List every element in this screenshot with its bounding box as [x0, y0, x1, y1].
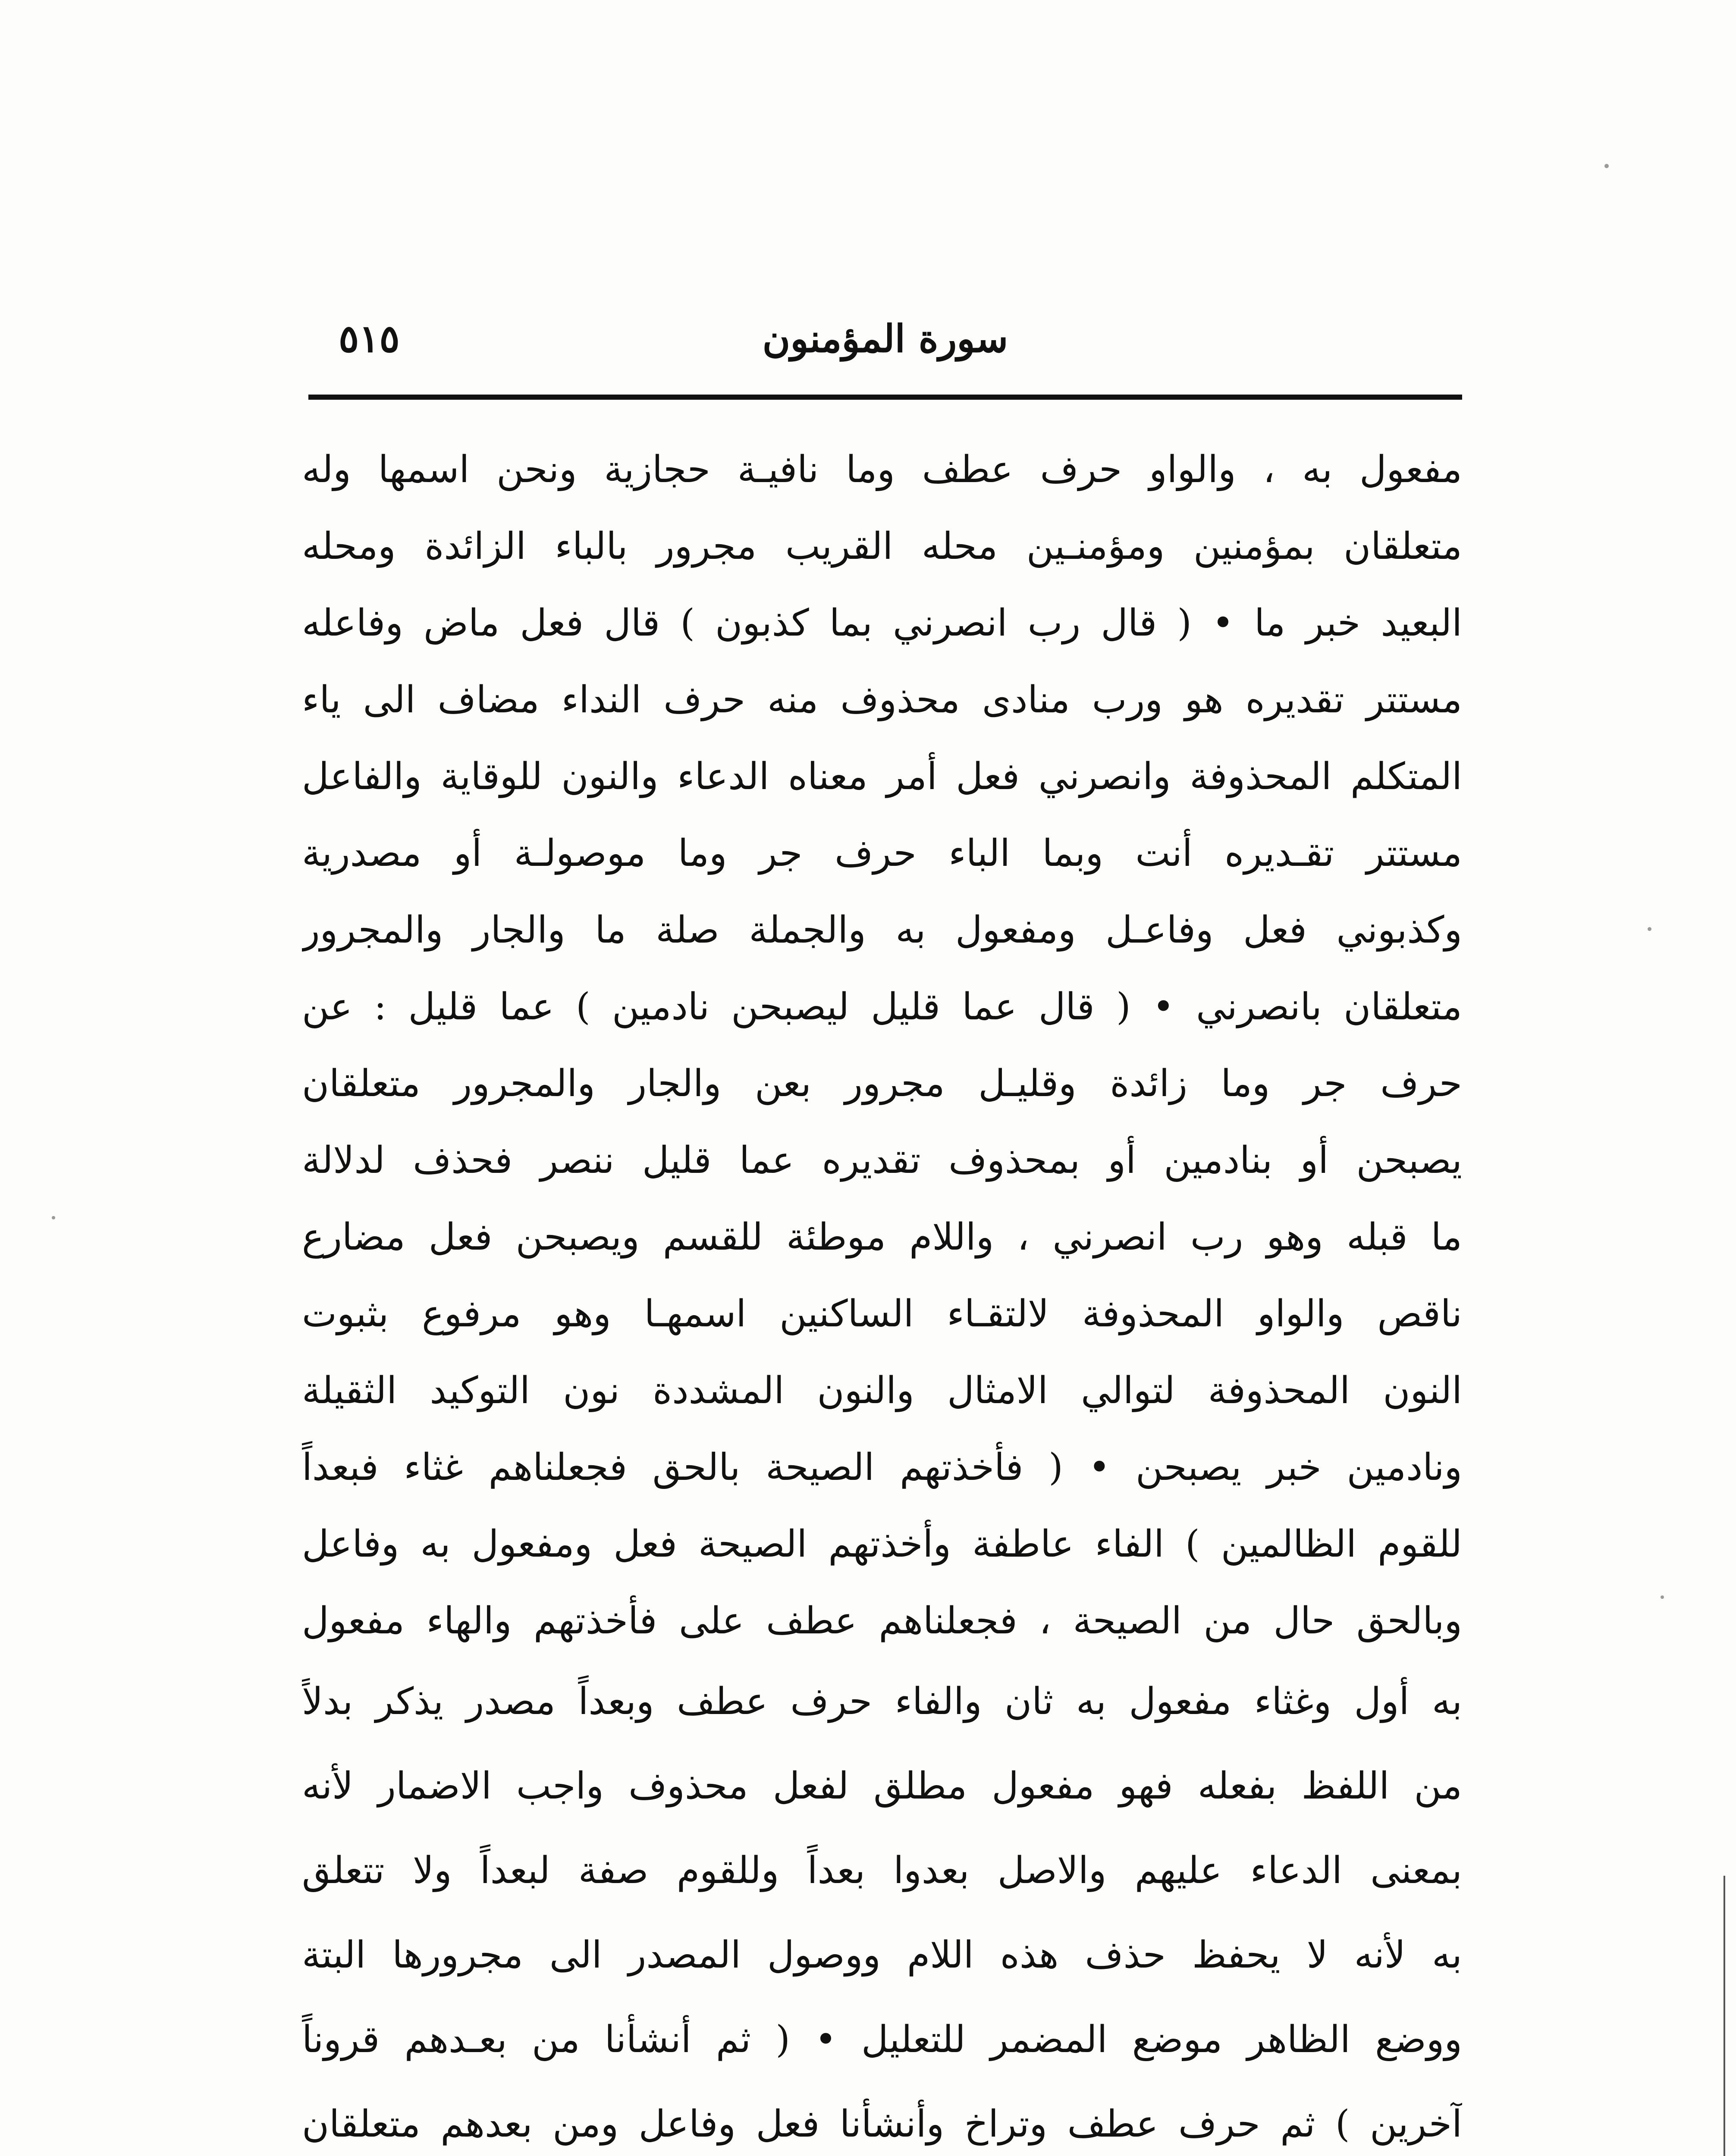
text-line: للقوم الظالمين ) الفاء عاطفة وأخذتهم الصيحة فعل ومفعول به وفاعل	[302, 1523, 1462, 1566]
text-line: ونادمين خبر يصبحن • ( فأخذتهم الصيحة بالحق فجعلناهم غثاء فبعداً	[302, 1446, 1462, 1489]
text-line: من اللفظ بفعله فهو مفعول مطلق لفعل محذوف واجب الاضمار لأنه	[302, 1764, 1462, 1808]
text-line: المتكلم المحذوفة وانصرني فعل أمر معناه الدعاء والنون للوقاية والفاعل	[302, 755, 1462, 798]
page-header	[308, 304, 1462, 369]
page-number: ٥١٥	[339, 316, 400, 361]
text-line: يصبحن أو بنادمين أو بمحذوف تقديره عما قليل ننصر فحذف لدلالة	[302, 1139, 1462, 1182]
scan-speck	[1604, 164, 1609, 168]
text-line: متعلقان بانصرني • ( قال عما قليل ليصبحن نادمين ) عما قليل : عن	[302, 985, 1462, 1028]
text-line: بمعنى الدعاء عليهم والاصل بعدوا بعداً وللقوم صفة لبعداً ولا تتعلق	[302, 1849, 1462, 1892]
text-line: به لأنه لا يحفظ حذف هذه اللام ووصول المصدر الى مجرورها البتة	[302, 1934, 1462, 1977]
text-line: آخرين ) ثم حرف عطف وتراخ وأنشأنا فعل وفاعل ومن بعدهم متعلقان	[302, 2103, 1462, 2146]
text-line: مفعول به ، والواو حرف عطف وما نافيـة حجازية ونحن اسمها وله	[302, 448, 1462, 491]
body-text	[302, 431, 1462, 2156]
text-line: وبالحق حال من الصيحة ، فجعلناهم عطف على فأخذتهم والهاء مفعول	[302, 1599, 1462, 1642]
text-line: به أول وغثاء مفعول به ثان والفاء حرف عطف وبعداً مصدر يذكر بدلاً	[302, 1680, 1462, 1723]
text-line: حرف جر وما زائدة وقليـل مجرور بعن والجار والمجرور متعلقان	[302, 1062, 1462, 1105]
text-line: ما قبله وهو رب انصرني ، واللام موطئة للقسم ويصبحن فعل مضارع	[302, 1216, 1462, 1259]
text-line: النون المحذوفة لتوالي الامثال والنون المشددة نون التوكيد الثقيلة	[302, 1369, 1462, 1412]
text-line: مستتر تقـديره أنت وبما الباء حرف جر وما موصولـة أو مصدرية	[302, 832, 1462, 875]
scan-edge-mark	[1723, 1876, 1725, 2156]
text-line: ناقص والواو المحذوفة لالتقـاء الساكنين اسمهـا وهو مرفوع بثبوت	[302, 1292, 1462, 1335]
scan-speck	[52, 1216, 55, 1219]
header-divider	[308, 395, 1462, 400]
page-title: سورة المؤمنون	[762, 316, 1008, 361]
text-line: البعيد خبر ما • ( قال رب انصرني بما كذبون ) قال فعل ماض وفاعله	[302, 602, 1462, 645]
scan-speck	[1661, 1595, 1664, 1599]
text-line: متعلقان بمؤمنين ومؤمنـين محله القريب مجرور بالباء الزائدة ومحله	[302, 525, 1462, 568]
scan-speck	[1648, 927, 1651, 931]
text-line: وكذبوني فعل وفاعـل ومفعول به والجملة صلة ما والجار والمجرور	[302, 909, 1462, 952]
text-line: مستتر تقديره هو ورب منادى محذوف منه حرف النداء مضاف الى ياء	[302, 678, 1462, 721]
text-line: ووضع الظاهر موضع المضمر للتعليل • ( ثم أنشأنا من بعـدهم قروناً	[302, 2018, 1462, 2061]
